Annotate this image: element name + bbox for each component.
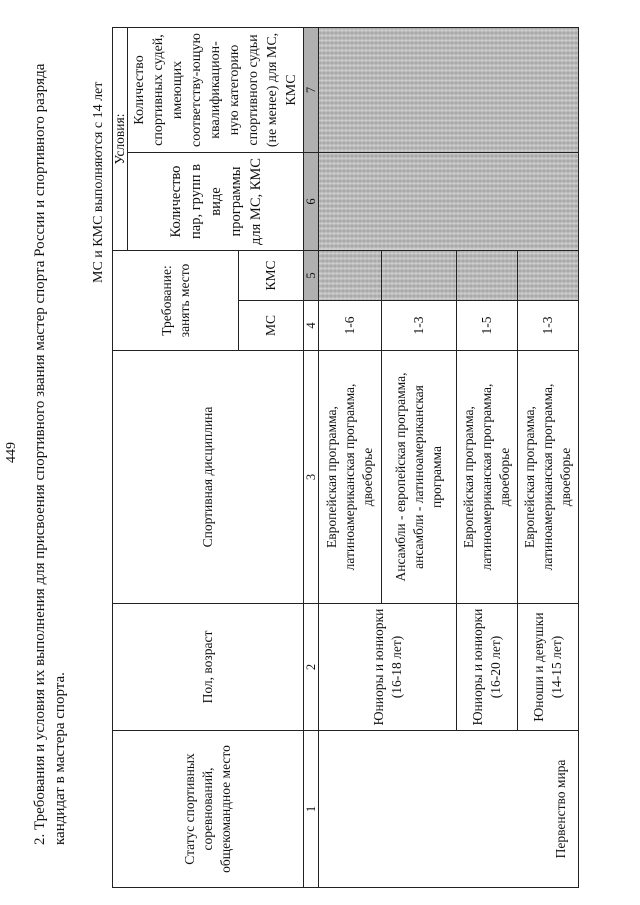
header-kms: КМС bbox=[239, 251, 304, 301]
gender-age-cell: Юноши и девушки (14-15 лет) bbox=[518, 604, 579, 731]
status-cell: Первенство мира bbox=[319, 731, 579, 888]
header-pairs: Количество пар, групп в виде программы для МС, КМС bbox=[128, 153, 304, 251]
discipline-cell: Европейская программа, латиноамериканская программа, двоеборье bbox=[319, 351, 382, 604]
kms-place-cell bbox=[319, 251, 382, 301]
discipline-cell: Европейская программа, латиноамериканская программа, двоеборье bbox=[457, 351, 518, 604]
col-num-1: 1 bbox=[304, 731, 319, 888]
ms-place-cell: 1-6 bbox=[319, 301, 382, 351]
col-num-7: 7 bbox=[304, 27, 319, 152]
ms-place-cell: 1-3 bbox=[518, 301, 579, 351]
gender-age-cell: Юниоры и юниорки (16-18 лет) bbox=[319, 604, 457, 731]
kms-place-cell bbox=[382, 251, 457, 301]
age-note: МС и КМС выполняются с 14 лет bbox=[91, 81, 106, 283]
header-conditions: Условия: bbox=[113, 27, 128, 250]
ms-place-cell: 1-3 bbox=[382, 301, 457, 351]
kms-place-cell bbox=[457, 251, 518, 301]
col-num-4: 4 bbox=[304, 301, 319, 351]
judges-cell bbox=[319, 27, 579, 152]
heading-line-2: кандидат в мастера спорта. bbox=[52, 672, 68, 845]
col-num-6: 6 bbox=[304, 153, 319, 251]
header-ms: МС bbox=[239, 301, 304, 351]
table-row bbox=[319, 27, 382, 887]
header-status: Статус спортивных соревнований, общекомандное место bbox=[113, 731, 304, 888]
kms-place-cell bbox=[518, 251, 579, 301]
gender-age-cell: Юниоры и юниорки (16-20 лет) bbox=[457, 604, 518, 731]
header-judges: Количество спортивных судей, имеющих соответству-ющую квалификацион-ную категорию спортивного судьи (не менее) для МС, КМС bbox=[128, 27, 304, 152]
pairs-cell bbox=[319, 153, 579, 251]
header-gender-age: Пол, возраст bbox=[113, 604, 304, 731]
header-discipline: Спортивная дисциплина bbox=[113, 351, 304, 604]
document-heading bbox=[30, 15, 70, 845]
col-num-5: 5 bbox=[304, 251, 319, 301]
column-number-row bbox=[304, 27, 319, 887]
ms-place-cell: 1-5 bbox=[457, 301, 518, 351]
page-number: 449 bbox=[4, 442, 19, 463]
heading-line-1: 2. Требования и условия их выполнения для присвоения спортивного звания мастер спорта России и спортивного разряда bbox=[32, 63, 48, 845]
requirements-table bbox=[112, 27, 579, 888]
header-requirement: Требование: занять место bbox=[113, 251, 239, 351]
header-row-1 bbox=[113, 27, 128, 887]
discipline-cell: Ансамбли - европейская программа, ансамбли - латиноамериканская программа bbox=[382, 351, 457, 604]
discipline-cell: Европейская программа, латиноамериканская программа, двоеборье bbox=[518, 351, 579, 604]
col-num-3: 3 bbox=[304, 351, 319, 604]
col-num-2: 2 bbox=[304, 604, 319, 731]
